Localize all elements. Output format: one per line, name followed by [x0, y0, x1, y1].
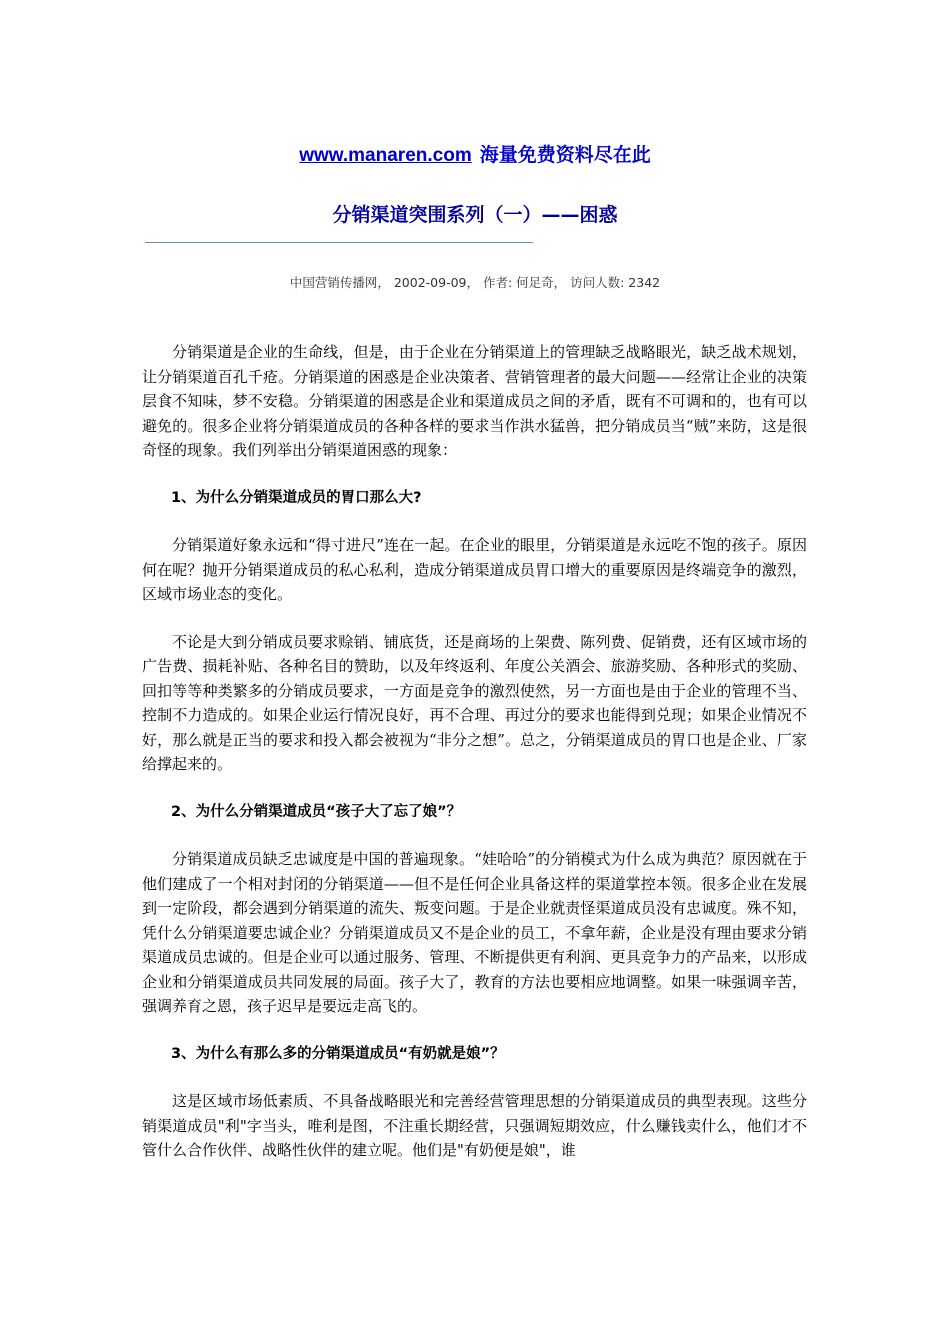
article-body	[142, 340, 807, 1186]
question-3-paragraph: 这是区域市场低素质、不具备战略眼光和完善经营管理思想的分销渠道成员的典型表现。这些分销渠道成员"利"字当头，唯利是图，不注重长期经营，只强调短期效应，什么赚钱卖什么，他们才不管什么合作伙伴、战略性伙伴的建立呢。他们是"有奶便是娘"，谁	[142, 1092, 807, 1159]
site-link[interactable]: www.manaren.com	[299, 145, 472, 166]
article-title: 分销渠道突围系列（一）——困惑	[332, 204, 618, 226]
question-1-paragraph-b: 不论是大到分销成员要求赊销、铺底货，还是商场的上架费、陈列费、促销费，还有区域市场的广告费、损耗补贴、各种名目的赞助，以及年终返利、年度公关酒会、旅游奖励、各种形式的奖励、回扣等等种类繁多的分销成员要求，一方面是竞争的激烈使然，另一方面也是由于企业的管理不当、控制不力造成的。如果企业运行情况良好，再不合理、再过分的要求也能得到兑现；如果企业情况不好，那么就是正当的要求和投入都会被视为“非分之想”。总之，分销渠道成员的胃口也是企业、厂家给撑起来的。	[142, 632, 807, 773]
question-2-paragraph: 分销渠道成员缺乏忠诚度是中国的普遍现象。“娃哈哈”的分销模式为什么成为典范？原因就在于他们建成了一个相对封闭的分销渠道——但不是任何企业具备这样的渠道掌控本领。很多企业在发展到一定阶段，都会遇到分销渠道的流失、叛变问题。于是企业就责怪渠道成员没有忠诚度。殊不知，凭什么分销渠道要忠诚企业？分销渠道成员又不是企业的员工，不拿年薪，企业是没有理由要求分销 渠道成员忠诚的。但是企业可以通过服务、管理、不断提供更有利润、更具竞争力的产品来，以形成企业和分销渠道成员共同发展的局面。孩子大了，教育的方法也要相应地调整。如果一味强调辛苦，强调养育之恩，孩子迟早是要远走高飞的。	[142, 850, 807, 1015]
question-1-heading: 1、为什么分销渠道成员的胃口那么大?	[171, 489, 422, 506]
question-3-heading: 3、为什么有那么多的分销渠道成员“有奶就是娘”？	[171, 1045, 505, 1062]
title-divider	[145, 242, 533, 243]
intro-paragraph: 分销渠道是企业的生命线，但是，由于企业在分销渠道上的管理缺乏战略眼光，缺乏战术规划，让分销渠道百孔千疮。分销渠道的困惑是企业决策者、营销管理者的最大问题——经常让企业的决策层食不知味，梦不安稳。分销渠道的困惑是企业和渠道成员之间的矛盾，既有不可调和的，也有可以避免的。很多企业将分销渠道成员的各种各样的要求当作洪水猛兽，把分销成员当“贼”来防，这是很奇怪的现象。我们列举出分销渠道困惑的现象：	[142, 343, 807, 459]
question-1-paragraph-a: 分销渠道好象永远和“得寸进尺”连在一起。在企业的眼里，分销渠道是永远吃不饱的孩子。原因何在呢？抛开分销渠道成员的私心私利，造成分销渠道成员胃口增大的重要原因是终端竞争的激烈，区域市场业态的变化。	[142, 536, 807, 603]
site-tagline: 海量免费资料尽在此	[479, 145, 651, 166]
article-meta: 中国营销传播网， 2002-09-09， 作者: 何足奇， 访问人数: 2342	[289, 275, 661, 290]
site-header	[0, 140, 950, 167]
question-2-heading: 2、为什么分销渠道成员“孩子大了忘了娘”？	[171, 803, 462, 820]
